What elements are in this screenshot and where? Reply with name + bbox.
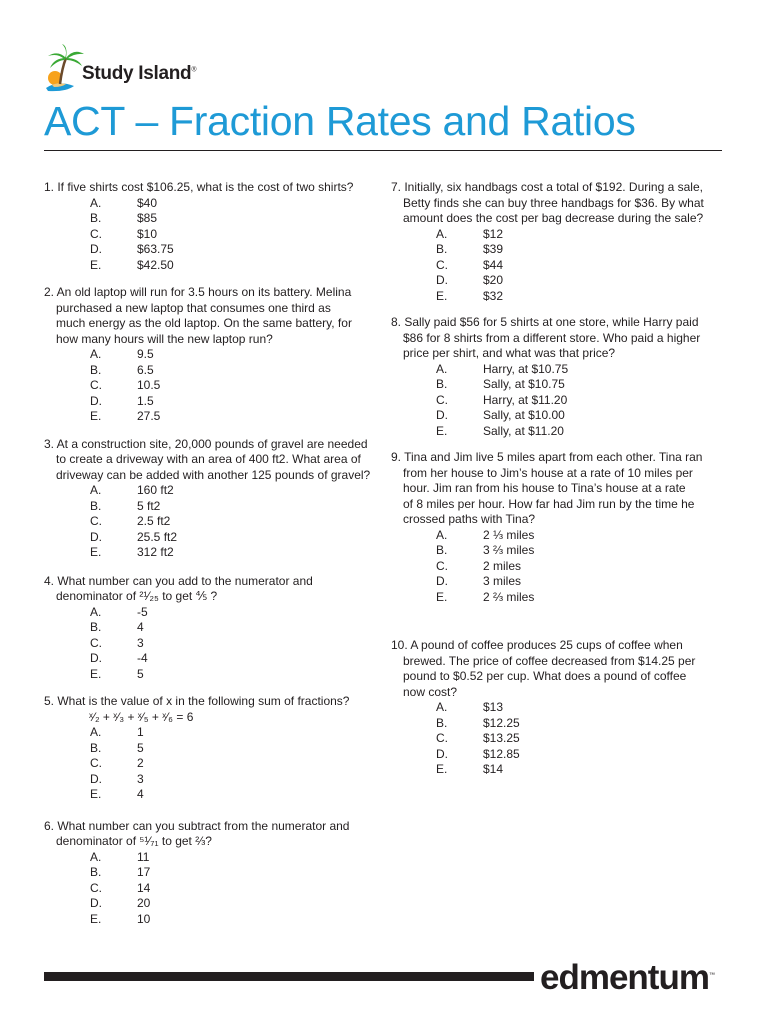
brand-registered-mark: ® — [191, 66, 197, 74]
choice-letter: E. — [436, 589, 448, 604]
answer-choice — [391, 700, 726, 716]
answer-choice — [391, 574, 726, 590]
choice-letter: B. — [90, 620, 102, 634]
choice-letter: E. — [90, 409, 102, 423]
answer-choice — [391, 716, 726, 732]
answer-choices — [44, 605, 374, 683]
footer-trademark: ™ — [708, 972, 714, 979]
question-text: 8. Sally paid $56 for 5 shirts at one store, while Harry paid $86 for 8 shirts from a different store. Who paid a higher price per shirt, and what was that price? — [391, 315, 701, 360]
choice-value: 5 ft2 — [137, 498, 161, 513]
question-1 — [44, 180, 374, 273]
choice-value: 1 — [137, 725, 144, 739]
choice-letter: A. — [90, 195, 102, 210]
answer-choice — [44, 620, 374, 636]
choice-letter: C. — [90, 635, 102, 650]
question-text: 1. If five shirts cost $106.25, what is the cost of two shirts? — [44, 180, 354, 194]
choice-letter: C. — [90, 880, 102, 895]
answer-choice — [44, 545, 374, 561]
answer-choices — [44, 725, 374, 803]
question-10 — [391, 638, 726, 778]
choice-letter: D. — [436, 273, 448, 287]
question-text: 7. Initially, six handbags cost a total of $192. During a sale, Betty finds she can buy three handbags for $36. By what amount does the cost per bag decrease during the sale? — [391, 180, 704, 225]
answer-choice — [44, 227, 374, 243]
choice-letter: E. — [436, 423, 448, 438]
choice-value: 1.5 — [137, 393, 154, 408]
choice-value: 160 ft2 — [137, 483, 174, 497]
right-column — [391, 180, 726, 778]
choice-value: 2.5 ft2 — [137, 514, 171, 528]
question-5 — [44, 694, 374, 803]
choice-letter: C. — [436, 558, 448, 573]
choice-letter: A. — [90, 604, 102, 619]
answer-choice — [391, 242, 726, 258]
question-text: 6. What number can you subtract from the numerator and denominator of ⁵¹⁄₇₁ to get ⅔? — [44, 818, 350, 848]
question-8 — [391, 315, 726, 439]
choice-letter: D. — [436, 746, 448, 761]
answer-choice — [391, 289, 726, 305]
choice-value: 3 — [137, 635, 144, 650]
choice-letter: C. — [90, 378, 102, 392]
answer-choice — [44, 850, 374, 866]
choice-letter: A. — [90, 347, 102, 361]
answer-choice — [44, 772, 374, 788]
choice-value: 11 — [137, 849, 150, 864]
answer-choice — [44, 896, 374, 912]
question-text: 4. What number can you add to the numerator and denominator of ²¹⁄₂₅ to get ⅘ ? — [44, 573, 313, 603]
choice-letter: B. — [90, 865, 102, 879]
answer-choices — [391, 700, 726, 778]
choice-letter: D. — [90, 771, 102, 786]
choice-value: 2 ⅓ miles — [483, 527, 535, 542]
answer-choice — [44, 636, 374, 652]
choice-value: Sally, at $10.00 — [483, 408, 565, 422]
choice-value: $13 — [483, 700, 504, 714]
answer-choice — [44, 881, 374, 897]
choice-value: 17 — [137, 865, 151, 879]
left-column — [44, 180, 374, 927]
choice-letter: E. — [90, 787, 102, 801]
answer-choice — [44, 725, 374, 741]
answer-choice — [44, 530, 374, 546]
choice-letter: D. — [90, 529, 102, 544]
answer-choice — [391, 273, 726, 289]
answer-choice — [44, 483, 374, 499]
choice-letter: A. — [436, 226, 448, 241]
question-text: 5. What is the value of x in the following sum of fractions? — [44, 694, 350, 708]
question-6 — [44, 819, 374, 928]
choice-value: 3 miles — [483, 574, 522, 588]
question-9 — [391, 450, 726, 605]
answer-choice — [44, 347, 374, 363]
choice-value: 5 — [137, 666, 144, 681]
choice-letter: C. — [436, 731, 448, 745]
choice-value: 3 ⅔ miles — [483, 543, 535, 557]
answer-choices — [391, 528, 726, 606]
choice-value: 3 — [137, 771, 144, 786]
choice-letter: A. — [90, 849, 102, 864]
choice-value: 4 — [137, 787, 144, 801]
answer-choice — [391, 762, 726, 778]
choice-letter: E. — [90, 545, 102, 559]
answer-choice — [44, 651, 374, 667]
choice-value: 25.5 ft2 — [137, 529, 178, 544]
choice-value: 2 miles — [483, 558, 522, 573]
page-title: ACT – Fraction Rates and Ratios — [44, 98, 636, 144]
choice-value: $12 — [483, 226, 504, 241]
choice-value: Sally, at $11.20 — [483, 423, 564, 438]
answer-choice — [391, 559, 726, 575]
study-island-logo — [44, 44, 224, 96]
answer-choices — [44, 347, 374, 425]
choice-value: $12.25 — [483, 715, 520, 730]
choice-letter: A. — [90, 725, 102, 739]
choice-letter: D. — [436, 574, 448, 588]
choice-letter: A. — [436, 527, 448, 542]
answer-choice — [391, 362, 726, 378]
choice-letter: B. — [436, 377, 448, 391]
choice-letter: B. — [436, 543, 448, 557]
choice-letter: D. — [90, 896, 102, 910]
answer-choice — [44, 756, 374, 772]
answer-choice — [44, 865, 374, 881]
question-text: 2. An old laptop will run for 3.5 hours on its battery. Melina purchased a new laptop that consumes one third as much energy as the old laptop. On the same battery, for how many hours will the new laptop run? — [44, 285, 352, 346]
choice-value: $14 — [483, 762, 504, 776]
answer-choice — [44, 605, 374, 621]
answer-choice — [44, 912, 374, 928]
choice-letter: C. — [436, 257, 448, 272]
choice-value: $13.25 — [483, 731, 520, 745]
answer-choice — [391, 528, 726, 544]
answer-choice — [391, 590, 726, 606]
answer-choice — [391, 408, 726, 424]
choice-value: 5 — [137, 740, 144, 755]
choice-value: $20 — [483, 273, 504, 287]
choice-value: 312 ft2 — [137, 545, 174, 559]
choice-letter: B. — [90, 498, 102, 513]
choice-value: -4 — [137, 651, 148, 665]
choice-value: $10 — [137, 226, 158, 241]
answer-choice — [391, 747, 726, 763]
choice-letter: B. — [90, 740, 102, 755]
question-3 — [44, 437, 374, 561]
choice-value: 10 — [137, 911, 151, 926]
choice-letter: A. — [90, 483, 102, 497]
answer-choice — [44, 258, 374, 274]
choice-letter: D. — [90, 393, 102, 408]
choice-value: 2 ⅔ miles — [483, 589, 535, 604]
choice-value: -5 — [137, 604, 148, 619]
choice-value: $40 — [137, 195, 158, 210]
choice-letter: E. — [90, 911, 102, 926]
choice-value: 14 — [137, 880, 151, 895]
answer-choice — [44, 242, 374, 258]
answer-choice — [391, 731, 726, 747]
answer-choice — [391, 543, 726, 559]
choice-value: $39 — [483, 242, 504, 256]
question-text: 10. A pound of coffee produces 25 cups of coffee when brewed. The price of coffee decreased from $14.25 per pound to $0.52 per cup. What does a pound of coffee now cost? — [391, 638, 696, 699]
answer-choices — [44, 850, 374, 928]
answer-choices — [391, 227, 726, 305]
answer-choice — [391, 377, 726, 393]
choice-letter: D. — [436, 408, 448, 422]
question-text: 9. Tina and Jim live 5 miles apart from each other. Tina ran from her house to Jim’s house at a rate of 10 miles per hour. Jim ran from his house to Tina’s house at a rate of 8 miles per hour. How far had Jim run by the time he crossed paths with Tina? — [391, 450, 703, 526]
choice-letter: B. — [436, 242, 448, 256]
answer-choice — [44, 667, 374, 683]
answer-choice — [44, 514, 374, 530]
choice-value: 2 — [137, 756, 144, 770]
answer-choice — [44, 363, 374, 379]
choice-letter: B. — [436, 715, 448, 730]
choice-value: $42.50 — [137, 257, 174, 272]
answer-choice — [44, 787, 374, 803]
question-text: 3. At a construction site, 20,000 pounds of gravel are needed to create a driveway with an area of 400 ft2. What area of driveway can be added with another 125 pounds of gravel? — [44, 436, 371, 482]
choice-letter: E. — [436, 288, 448, 303]
answer-choice — [391, 393, 726, 409]
choice-value: $85 — [137, 211, 158, 225]
choice-letter: E. — [90, 666, 102, 681]
choice-letter: B. — [90, 362, 102, 377]
choice-letter: D. — [90, 651, 102, 665]
fraction-equation: ˣ⁄₂ + ˣ⁄₃ + ˣ⁄₅ + ˣ⁄₆ = 6 — [89, 709, 194, 724]
answer-choice — [44, 394, 374, 410]
answer-choice — [44, 741, 374, 757]
title-divider — [44, 150, 722, 151]
footer-brand-name: edmentum — [540, 958, 709, 997]
choice-letter: E. — [90, 257, 102, 272]
question-7 — [391, 180, 726, 304]
answer-choices — [44, 196, 374, 274]
answer-choice — [391, 227, 726, 243]
answer-choices — [391, 362, 726, 440]
choice-letter: C. — [90, 226, 102, 241]
choice-letter: C. — [90, 514, 102, 528]
choice-value: $32 — [483, 288, 504, 303]
choice-letter: C. — [436, 392, 448, 407]
answer-choice — [391, 424, 726, 440]
choice-letter: D. — [90, 242, 102, 256]
choice-value: 4 — [137, 620, 144, 634]
answer-choice — [44, 378, 374, 394]
question-2 — [44, 285, 374, 425]
choice-value: 27.5 — [137, 409, 161, 423]
choice-value: 10.5 — [137, 378, 161, 392]
choice-letter: E. — [436, 762, 448, 776]
answer-choice — [44, 211, 374, 227]
edmentum-logo — [540, 958, 714, 998]
choice-value: $12.85 — [483, 746, 520, 761]
choice-letter: A. — [436, 361, 448, 376]
study-island-logo-text — [82, 63, 196, 85]
choice-letter: A. — [436, 700, 448, 714]
palm-tree-island-icon — [44, 44, 86, 94]
choice-value: 9.5 — [137, 347, 154, 361]
choice-value: $44 — [483, 257, 504, 272]
brand-name: Study Island — [82, 63, 192, 84]
choice-value: Harry, at $10.75 — [483, 361, 569, 376]
choice-letter: C. — [90, 756, 102, 770]
choice-value: 20 — [137, 896, 151, 910]
footer-bar — [44, 972, 534, 981]
choice-value: 6.5 — [137, 362, 154, 377]
answer-choice — [44, 409, 374, 425]
choice-value: Harry, at $11.20 — [483, 392, 568, 407]
answer-choices — [44, 483, 374, 561]
choice-value: $63.75 — [137, 242, 174, 256]
choice-value: Sally, at $10.75 — [483, 377, 565, 391]
answer-choice — [391, 258, 726, 274]
answer-choice — [44, 499, 374, 515]
choice-letter: B. — [90, 211, 102, 225]
answer-choice — [44, 196, 374, 212]
question-4 — [44, 574, 374, 683]
